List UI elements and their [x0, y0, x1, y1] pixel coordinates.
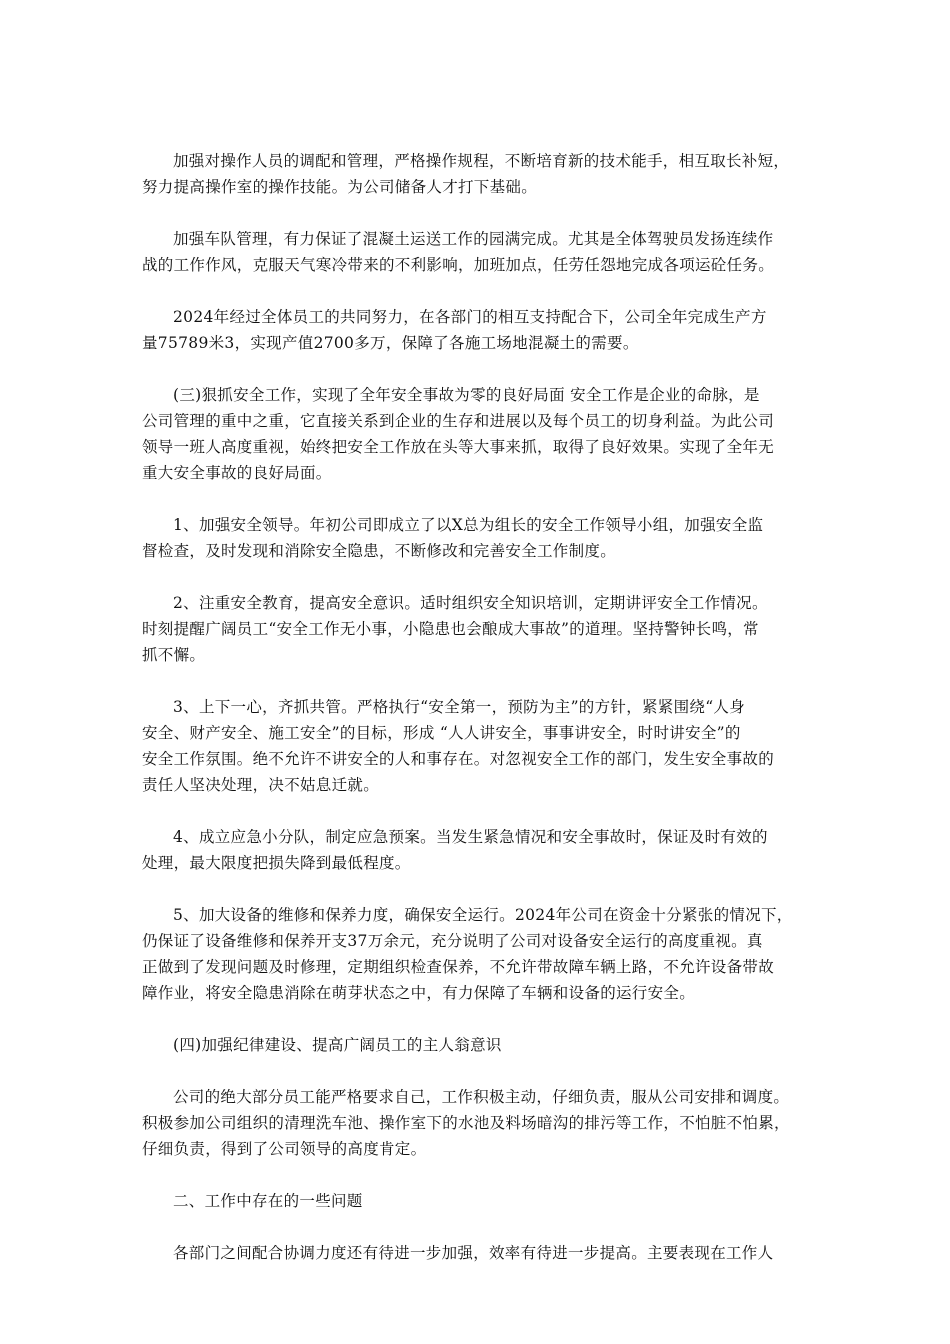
paragraph: [142, 226, 814, 278]
paragraph-line: 努力提高操作室的操作技能。为公司储备人才打下基础。: [142, 178, 538, 196]
paragraph: [142, 512, 814, 564]
paragraph-line: 公司的绝大部分员工能严格要求自己，工作积极主动，仔细负责，服从公司安排和调度。: [173, 1088, 790, 1106]
paragraph-line: 领导一班人高度重视，始终把安全工作放在头等大事来抓，取得了良好效果。实现了全年无: [142, 438, 775, 456]
paragraph-line: 积极参加公司组织的清理洗车池、操作室下的水池及料场暗沟的排污等工作，不怕脏不怕累，: [142, 1114, 790, 1132]
paragraph-line: 战的工作作风，克服天气寒冷带来的不利影响，加班加点，任劳任怨地完成各项运砼任务。: [142, 256, 775, 274]
paragraph-line: 时刻提醒广阔员工“安全工作无小事，小隐患也会酿成大事故”的道理。坚持警钟长鸣，常: [142, 620, 759, 638]
paragraph: [142, 590, 814, 668]
paragraph: [142, 1032, 814, 1058]
paragraph-line: (四)加强纪律建设、提高广阔员工的主人翁意识: [173, 1036, 502, 1054]
paragraph-line: 各部门之间配合协调力度还有待进一步加强，效率有待进一步提高。主要表现在工作人: [173, 1244, 774, 1262]
paragraph-line: 处理，最大限度把损失降到最低程度。: [142, 854, 411, 872]
paragraph: [142, 1240, 814, 1266]
paragraph-line: 量75789米3，实现产值2700多万，保障了各施工场地混凝土的需要。: [142, 334, 639, 352]
paragraph-line: 5、加大设备的维修和保养力度，确保安全运行。2024年公司在资金十分紧张的情况下，: [173, 906, 793, 924]
paragraph-line: 2、注重安全教育，提高安全意识。适时组织安全知识培训，定期讲评安全工作情况。: [173, 594, 768, 612]
paragraph: [142, 694, 814, 798]
paragraph-line: 加强车队管理，有力保证了混凝土运送工作的园满完成。尤其是全体驾驶员发扬连续作: [173, 230, 774, 248]
paragraph-line: 公司管理的重中之重，它直接关系到企业的生存和进展以及每个员工的切身利益。为此公司: [142, 412, 775, 430]
paragraph-line: 重大安全事故的良好局面。: [142, 464, 332, 482]
paragraph-line: 督检查，及时发现和消除安全隐患，不断修改和完善安全工作制度。: [142, 542, 617, 560]
paragraph-line: 加强对操作人员的调配和管理，严格操作规程，不断培育新的技术能手，相互取长补短，: [173, 152, 790, 170]
paragraph-line: 二、工作中存在的一些问题: [173, 1192, 363, 1210]
paragraph-line: (三)狠抓安全工作，实现了全年安全事故为零的良好局面 安全工作是企业的命脉，是: [173, 386, 760, 404]
paragraph-line: 3、上下一心，齐抓共管。严格执行“安全第一，预防为主”的方针，紧紧围绕“人身: [173, 698, 746, 716]
paragraph-line: 1、加强安全领导。年初公司即成立了以X总为组长的安全工作领导小组，加强安全监: [173, 516, 764, 534]
document-body: [142, 148, 814, 1292]
paragraph: [142, 902, 814, 1006]
paragraph-line: 正做到了发现问题及时修理，定期组织检查保养，不允许带故障车辆上路，不允许设备带故: [142, 958, 775, 976]
paragraph: [142, 382, 814, 486]
paragraph-line: 安全、财产安全、施工安全”的目标，形成 “人人讲安全，事事讲安全，时时讲安全”的: [142, 724, 741, 742]
paragraph-line: 4、成立应急小分队，制定应急预案。当发生紧急情况和安全事故时，保证及时有效的: [173, 828, 768, 846]
paragraph-line: 安全工作氛围。绝不允许不讲安全的人和事存在。对忽视安全工作的部门，发生安全事故的: [142, 750, 775, 768]
paragraph: [142, 824, 814, 876]
paragraph-line: 障作业，将安全隐患消除在萌芽状态之中，有力保障了车辆和设备的运行安全。: [142, 984, 696, 1002]
paragraph-line: 抓不懈。: [142, 646, 206, 664]
paragraph-line: 责任人坚决处理，决不姑息迁就。: [142, 776, 380, 794]
paragraph: [142, 1084, 814, 1162]
paragraph-line: 仔细负责，得到了公司领导的高度肯定。: [142, 1140, 427, 1158]
paragraph: [142, 148, 814, 200]
paragraph: [142, 1188, 814, 1214]
paragraph-line: 仍保证了设备维修和保养开支37万余元，充分说明了公司对设备安全运行的高度重视。真: [142, 932, 763, 950]
paragraph: [142, 304, 814, 356]
paragraph-line: 2024年经过全体员工的共同努力，在各部门的相互支持配合下，公司全年完成生产方: [173, 308, 767, 326]
